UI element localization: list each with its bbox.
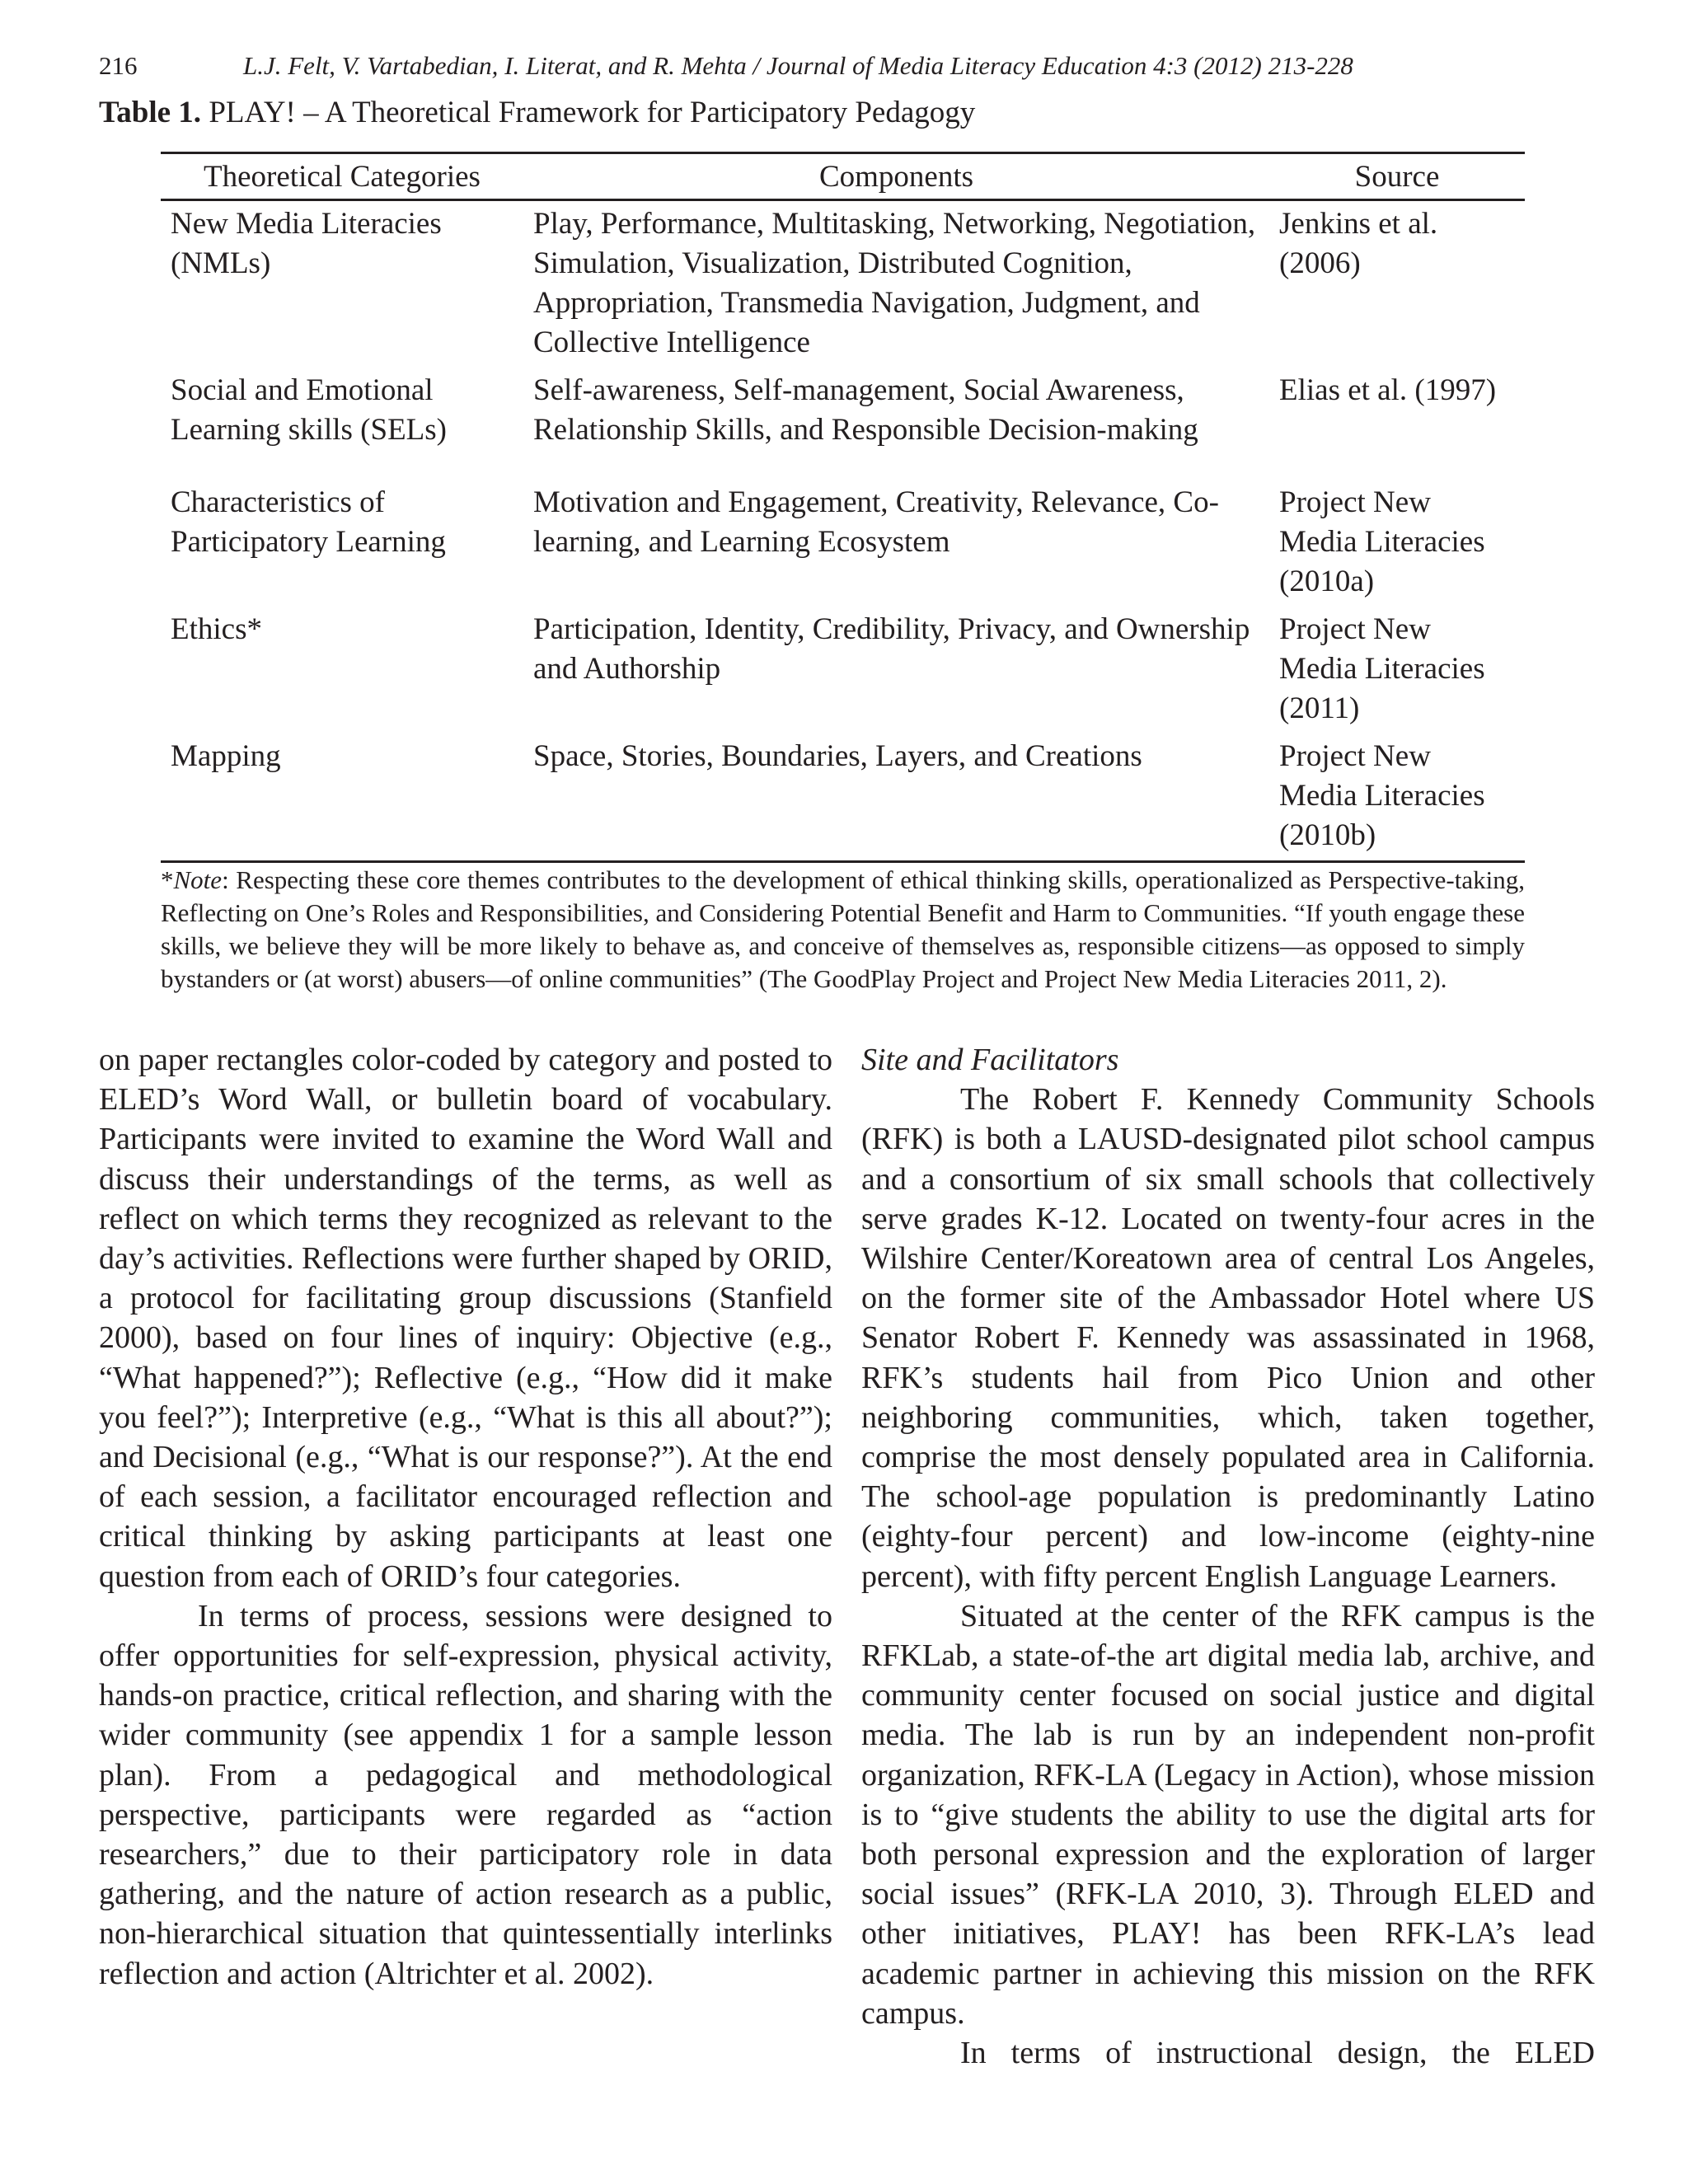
category-cell: Characteristics of Participatory Learning bbox=[171, 485, 446, 559]
note-text: : Respecting these core themes contributes to the development of ethical thinking skills, operationalized as Perspective-taking, Reflecting on One’s Roles and Responsibilities, and Considering Potential Benefit and Harm to Communities. “If youth engage these skills, we believe they will be more likely to behave as, and conceive of themselves as, responsible citizens—as opposed to simply bystanders or (at worst) abusers—of online communities” (The GoodPlay Project and Project New Media Literacies 2011, 2). bbox=[161, 865, 1525, 993]
framework-table bbox=[161, 152, 1525, 863]
source-cell: Project New Media Literacies (2010a) bbox=[1279, 485, 1485, 598]
table-header-row bbox=[161, 153, 1525, 200]
column-header-categories: Theoretical Categories bbox=[161, 153, 523, 200]
components-cell: Motivation and Engagement, Creativity, Relevance, Co-learning, and Learning Ecosystem bbox=[533, 485, 1219, 559]
table-row bbox=[161, 610, 1525, 737]
note-label: Note bbox=[173, 865, 223, 894]
table-row bbox=[161, 737, 1525, 862]
components-cell: Play, Performance, Multitasking, Networking, Negotiation, Simulation, Visualization, Distributed Cognition, Appropriation, Transmedia Navigation, Judgment, and Collective Intelligence bbox=[533, 207, 1256, 359]
table-row bbox=[161, 483, 1525, 610]
source-cell: Project New Media Literacies (2011) bbox=[1279, 612, 1485, 725]
journal-citation: L.J. Felt, V. Vartabedian, I. Literat, and R. Mehta / Journal of Media Literacy Education 4:3 (2012) 213-228 bbox=[243, 51, 1353, 80]
table-label: Table 1. bbox=[99, 96, 202, 129]
table-title: PLAY! – A Theoretical Framework for Participatory Pedagogy bbox=[209, 96, 976, 129]
components-cell: Space, Stories, Boundaries, Layers, and Creations bbox=[523, 737, 1269, 862]
page-number: 216 bbox=[99, 51, 138, 80]
category-cell: New Media Literacies (NMLs) bbox=[171, 207, 442, 280]
source-cell: Jenkins et al. (2006) bbox=[1279, 207, 1438, 280]
category-cell: Mapping bbox=[161, 737, 523, 862]
category-cell: Social and Emotional Learning skills (SELs) bbox=[171, 373, 448, 447]
column-header-components: Components bbox=[523, 153, 1269, 200]
table-note bbox=[161, 864, 1525, 996]
body-paragraph: In terms of process, sessions were designed to offer opportunities for self-expression, physical activity, hands-on practice, critical reflection, and sharing with the wider community (see appendix 1 for a sample lesson plan). From a pedagogical and methodological perspective, participants were regarded as “action researchers,” due to their participatory role in data gathering, and the nature of action research as a public, non-hierarchical situation that quintessentially interlinks reflection and action (Altrichter et al. 2002). bbox=[99, 1598, 832, 1991]
right-column bbox=[861, 1040, 1595, 2073]
table-row bbox=[161, 371, 1525, 483]
table-caption bbox=[99, 94, 975, 132]
source-cell: Elias et al. (1997) bbox=[1279, 373, 1497, 407]
table-row bbox=[161, 200, 1525, 372]
source-cell: Project New Media Literacies (2010b) bbox=[1269, 737, 1525, 862]
body-paragraph: In terms of instructional design, the ELED bbox=[960, 2036, 1595, 2071]
section-heading: Site and Facilitators bbox=[861, 1043, 1119, 1077]
note-asterisk: * bbox=[161, 865, 174, 894]
column-header-source: Source bbox=[1269, 153, 1525, 200]
components-cell: Participation, Identity, Credibility, Privacy, and Ownership and Authorship bbox=[533, 612, 1250, 686]
body-paragraph: The Robert F. Kennedy Community Schools (RFK) is both a LAUSD-designated pilot school campus and a consortium of six small schools that collectively serve grades K-12. Located on twenty-four acres in the Wilshire Center/Koreatown area of central Los Angeles, on the former site of the Ambassador Hotel where US Senator Robert F. Kennedy was assassinated in 1968, RFK’s students hail from Pico Union and other neighboring communities, which, taken together, comprise the most densely populated area in California. The school-age population is predominantly Latino (eighty-four percent) and low-income (eighty-nine percent), with fifty percent English Language Learners. bbox=[861, 1082, 1595, 1594]
components-cell: Self-awareness, Self-management, Social Awareness, Relationship Skills, and Responsible Decision-making bbox=[533, 373, 1198, 447]
framework-table-container bbox=[161, 152, 1525, 863]
category-cell: Ethics* bbox=[171, 612, 262, 646]
body-paragraph: Situated at the center of the RFK campus is the RFKLab, a state-of-the art digital media lab, archive, and community center focused on social justice and digital media. The lab is run by an independent non-profit organization, RFK-LA (Legacy in Action), whose mission is to “give students the ability to use the digital arts for both personal expression and the exploration of larger social issues” (RFK-LA 2010, 3). Through ELED and other initiatives, PLAY! has been RFK-LA’s lead academic partner in achieving this mission on the RFK campus. bbox=[861, 1598, 1595, 2031]
left-column bbox=[99, 1040, 832, 1994]
body-paragraph: on paper rectangles color-coded by category and posted to ELED’s Word Wall, or bulletin board of vocabulary. Participants were invited to examine the Word Wall and discuss their understandings of the terms, as well as reflect on which terms they recognized as relevant to the day’s activities. Reflections were further shaped by ORID, a protocol for facilitating group discussions (Stanfield 2000), based on four lines of inquiry: Objective (e.g., “What happened?”); Reflective (e.g., “How did it make you feel?”); Interpretive (e.g., “What is this all about?”); and Decisional (e.g., “What is our response?”). At the end of each session, a facilitator encouraged reflection and critical thinking by asking participants at least one question from each of ORID’s four categories. bbox=[99, 1043, 832, 1594]
